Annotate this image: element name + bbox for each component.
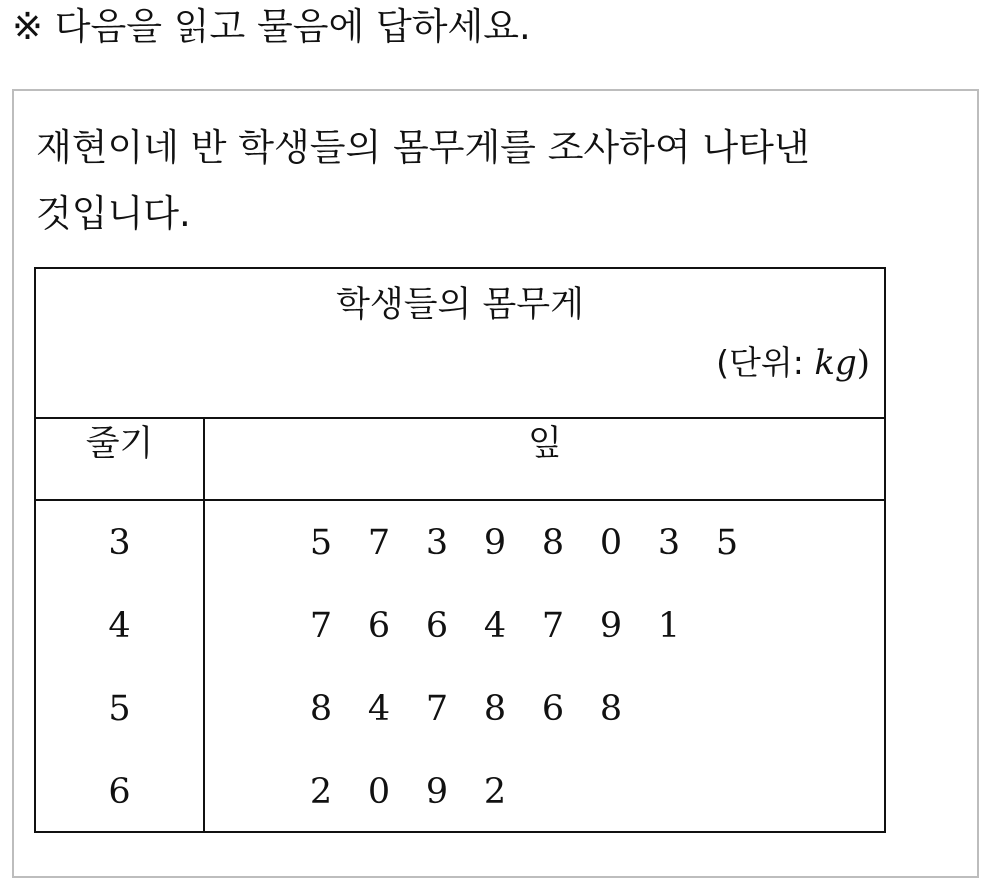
leaf-values bbox=[292, 501, 756, 585]
leaf-value: 3 bbox=[425, 523, 449, 563]
unit-suffix: ) bbox=[856, 343, 870, 383]
leaf-values bbox=[292, 584, 698, 668]
leaf-value: 4 bbox=[483, 606, 507, 646]
stem-value: 4 bbox=[108, 606, 131, 646]
table-row bbox=[36, 667, 884, 751]
leaf-value: 6 bbox=[367, 606, 391, 646]
stem-value: 3 bbox=[108, 523, 131, 563]
table-row bbox=[36, 750, 884, 834]
leaf-value: 7 bbox=[309, 606, 333, 646]
leaf-value: 4 bbox=[367, 689, 391, 729]
leaf-value: 8 bbox=[541, 523, 565, 563]
leaf-value: 7 bbox=[425, 689, 449, 729]
instruction-text: ※ 다음을 읽고 물음에 답하세요. bbox=[12, 5, 531, 48]
problem-box bbox=[12, 89, 979, 878]
leaf-value: 8 bbox=[599, 689, 623, 729]
stem-value: 5 bbox=[108, 689, 131, 729]
stem-value: 6 bbox=[108, 772, 131, 812]
leaf-value: 1 bbox=[657, 606, 681, 646]
leaf-values bbox=[292, 667, 640, 751]
leaf-value: 8 bbox=[309, 689, 333, 729]
table-row bbox=[36, 501, 884, 585]
leaf-value: 9 bbox=[425, 772, 449, 812]
leaf-value: 7 bbox=[541, 606, 565, 646]
stem-and-leaf-plot bbox=[34, 267, 886, 833]
leaf-value: 9 bbox=[599, 606, 623, 646]
question-text bbox=[36, 115, 936, 247]
table-row bbox=[36, 584, 884, 668]
stem-column-header: 줄기 bbox=[85, 424, 154, 464]
leaf-value: 6 bbox=[425, 606, 449, 646]
leaf-value: 8 bbox=[483, 689, 507, 729]
unit-value: kg bbox=[814, 343, 857, 383]
leaf-value: 6 bbox=[541, 689, 565, 729]
unit-prefix: (단위: bbox=[716, 343, 815, 382]
leaf-value: 2 bbox=[309, 772, 333, 812]
leaf-value: 0 bbox=[367, 772, 391, 812]
question-line-2: 것입니다. bbox=[36, 192, 191, 235]
leaf-value: 0 bbox=[599, 523, 623, 563]
leaf-value: 7 bbox=[367, 523, 391, 563]
leaf-value: 5 bbox=[715, 523, 739, 563]
leaf-value: 3 bbox=[657, 523, 681, 563]
leaf-value: 9 bbox=[483, 523, 507, 563]
leaf-value: 5 bbox=[309, 523, 333, 563]
question-line-1: 재현이네 반 학생들의 몸무게를 조사하여 나타낸 bbox=[36, 126, 810, 169]
table-title: 학생들의 몸무게 bbox=[336, 285, 584, 325]
leaf-value: 2 bbox=[483, 772, 507, 812]
leaf-values bbox=[292, 750, 524, 834]
unit-label bbox=[716, 341, 870, 385]
leaf-column-header: 잎 bbox=[528, 424, 562, 464]
